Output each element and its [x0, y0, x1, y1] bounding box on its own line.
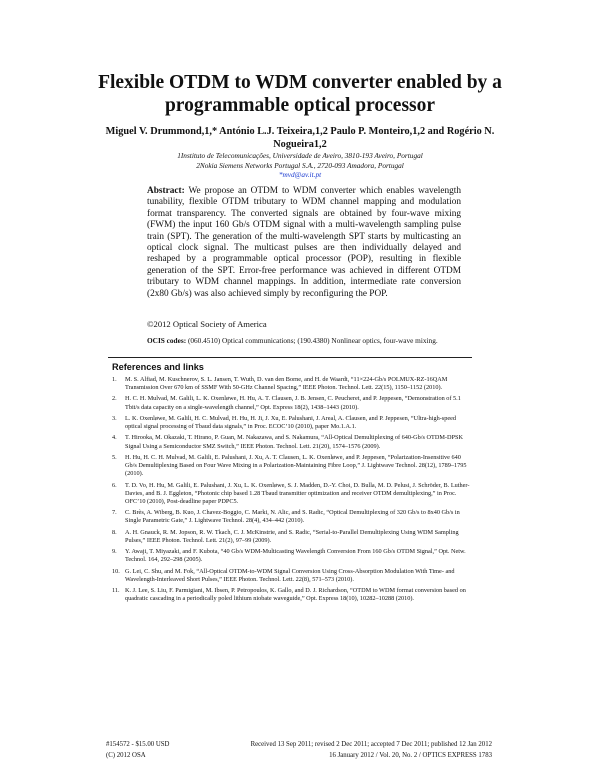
reference-number: 5.: [112, 453, 117, 461]
reference-item: [112, 529, 472, 545]
reference-item: [112, 482, 472, 506]
reference-item: [112, 548, 472, 564]
reference-item: [112, 415, 472, 431]
reference-item: [112, 509, 472, 525]
reference-item: [112, 454, 472, 478]
divider-top: [108, 357, 472, 358]
reference-text: K. J. Lee, S. Liu, F. Parmigiani, M. Ibsen, P. Petropoulos, K. Gallo, and D. J. Richardson, “OTDM to WDM format conversion based on quadratic cascading in a periodically poled lithium niobate waveguide,” Opt. Express 18(10), 10282–10288 (2010).: [125, 587, 466, 603]
ocis-label: OCIS codes:: [147, 336, 187, 345]
reference-item: [112, 587, 472, 603]
ocis-codes: [147, 336, 461, 345]
reference-text: H. C. H. Mulvad, M. Galili, L. K. Oxenløwe, H. Hu, A. T. Clausen, J. B. Jensen, C. Peucheret, and P. Jeppesen, “Demonstration of 5.1 Tbit/s data capacity on a single-wavelength channel,” Opt. Express 18(2), 1438–1443 (2010).: [125, 395, 461, 411]
reference-text: T. Hirooka, M. Okazaki, T. Hirano, P. Guan, M. Nakazawa, and S. Nakamura, “All-Optical Demultiplexing of 640-Gb/s OTDM-DPSK Signal Using a Semiconductor SMZ Switch,” IEEE Photon. Technol. Lett. 21(20), 1574–1576 (2009).: [125, 434, 463, 450]
abstract-label: Abstract:: [147, 186, 185, 196]
footer-line-1: [106, 741, 492, 748]
footer-line-2: [106, 752, 492, 759]
affiliation-1: 1Instituto de Telecomunicações, Universidade de Aveiro, 3810-193 Aveiro, Portugal: [177, 151, 423, 160]
reference-item: [112, 434, 472, 450]
footer-journal-info: 16 January 2012 / Vol. 20, No. 2 / OPTICS EXPRESS 1783: [329, 752, 492, 759]
footer-copyright: (C) 2012 OSA: [106, 752, 146, 759]
reference-item: [112, 376, 472, 392]
footer-article-id: #154572 - $15.00 USD: [106, 741, 170, 748]
reference-text: Y. Awaji, T. Miyazaki, and F. Kubota, “40 Gb/s WDM-Multicasting Wavelength Conversion From 160 Gb/s OTDM Signal,” Opt. Netw. Technol. 164, 292–298 (2005).: [125, 548, 466, 564]
reference-number: 3.: [112, 414, 117, 422]
reference-text: G. Lei, C. Shu, and M. Fok, “All-Optical OTDM-to-WDM Signal Conversion Using Cross-Absorption Modulation With Time- and Wavelength-Interleaved Short Pulses,” IEEE Photon. Technol. Lett. 22(8), 571–573 (2010).: [125, 567, 455, 583]
reference-text: H. Hu, H. C. H. Mulvad, M. Galili, E. Palushani, J. Xu, A. T. Clausen, L. K. Oxenløwe, and P. Jeppesen, “Polarization-Insensitive 640 Gb/s Demultiplexing Based on Four Wave Mixing in a Polarization-Maintaining Fibre Loop,” J. Lightwave Technol. 28(12), 1789–1795 (2010).: [125, 453, 467, 478]
reference-text: T. D. Vo, H. Hu, M. Galili, E. Palushani, J. Xu, L. K. Oxenløwe, S. J. Madden, D.-Y. Choi, D. Bulla, M. D. Pelusi, J. Schröder, B. Luther-Davies, and B. J. Eggleton, “Photonic chip based 1.28 Tbaud transmitter optimization and receiver OTDM demultiplexing,” in Proc. OFC’10 (2010), Post-deadline paper PDPC5.: [125, 481, 470, 505]
paper-title: Flexible OTDM to WDM converter enabled by a programmable optical processor: [98, 72, 502, 116]
reference-text: M. S. Alfiad, M. Kuschnerov, S. L. Jansen, T. Wuth, D. van den Borne, and H. de Waardt, “11×224-Gb/s POLMUX-RZ-16QAM Transmission Over 670 km of SSMF With 50-GHz Channel Spacing,” IEEE Photon. Technol. Lett. 22(15), 1150–1152 (2010).: [125, 376, 448, 392]
references-heading: References and links: [112, 362, 204, 372]
copyright-notice: ©2012 Optical Society of America: [147, 319, 267, 329]
affiliations: [120, 151, 480, 180]
author-list: Miguel V. Drummond,1,* António L.J. Teixeira,1,2 Paulo P. Monteiro,1,2 and Rogério N. Nogueira1,2: [105, 126, 495, 150]
reference-number: 1.: [112, 376, 117, 383]
reference-number: 8.: [112, 528, 117, 536]
ocis-text: (060.4510) Optical communications; (190.4380) Nonlinear optics, four-wave mixing.: [187, 336, 438, 345]
footer-received-dates: Received 13 Sep 2011; revised 2 Dec 2011; accepted 7 Dec 2011; published 12 Jan 2012: [250, 741, 492, 748]
reference-text: A. H. Gnauck, R. M. Jopson, R. W. Tkach, C. J. McKinstrie, and S. Radic, “Serial-to-Parallel Demultiplexing Using WDM Sampling Pulses,” IEEE Photon. Technol. Lett. 21(2), 97–99 (2009).: [125, 528, 459, 544]
email-link[interactable]: *mvd@av.it.pt: [278, 170, 322, 179]
reference-item: [112, 568, 472, 584]
abstract: [147, 186, 461, 300]
affiliation-2: 2Nokia Siemens Networks Portugal S.A., 2720-093 Amadora, Portugal: [196, 160, 404, 170]
reference-list: [112, 376, 472, 607]
reference-number: 4.: [112, 434, 117, 442]
reference-number: 7.: [112, 509, 117, 517]
reference-number: 2.: [112, 395, 117, 403]
reference-item: [112, 395, 472, 411]
abstract-text: We propose an OTDM to WDM converter which enables wavelength tunability, flexible OTDM tributary to WDM channel mapping and modulation format transparency. The converted signals are obtained by four-wave mixing (FWM) the input 160 Gb/s OTDM signal with a multi-wavelength sampling pulse train (SPT). The generation of the multi-wavelength SPT starts by multicasting an optical clock signal. The multicast pulses are then individually delayed and reshaped by a programmable optical processor (POP), resulting in flexible generation of the SPT. Error-free performance was achieved in different OTDM tributary to WDM channel mappings. In addition, intermediate rate conversion (2x80 Gb/s) was also achieved simply by reconfiguring the POP.: [147, 186, 462, 299]
reference-number: 10.: [112, 567, 120, 575]
reference-number: 11.: [112, 587, 120, 595]
reference-number: 6.: [112, 481, 117, 489]
reference-text: L. K. Oxenløwe, M. Galili, H. C. Mulvad, H. Hu, H. Ji, J. Xu, E. Palushani, J. Areal, A. Clausen, and P. Jeppesen, “Ultra-high-speed optical signal processing of Tbaud data signals,” in Proc. ECOC’10 (2010), paper Mo.1.A.1.: [125, 414, 457, 431]
reference-number: 9.: [112, 548, 117, 556]
reference-text: C. Brès, A. Wiberg, B. Kuo, J. Chavez-Boggio, C. Marki, N. Alic, and S. Radic, “Optical Demultiplexing of 320 Gb/s to 8x40 Gb/s in Single Parametric Gate,” J. Lightwave Technol. 28(4), 434–442 (2010).: [125, 509, 460, 525]
